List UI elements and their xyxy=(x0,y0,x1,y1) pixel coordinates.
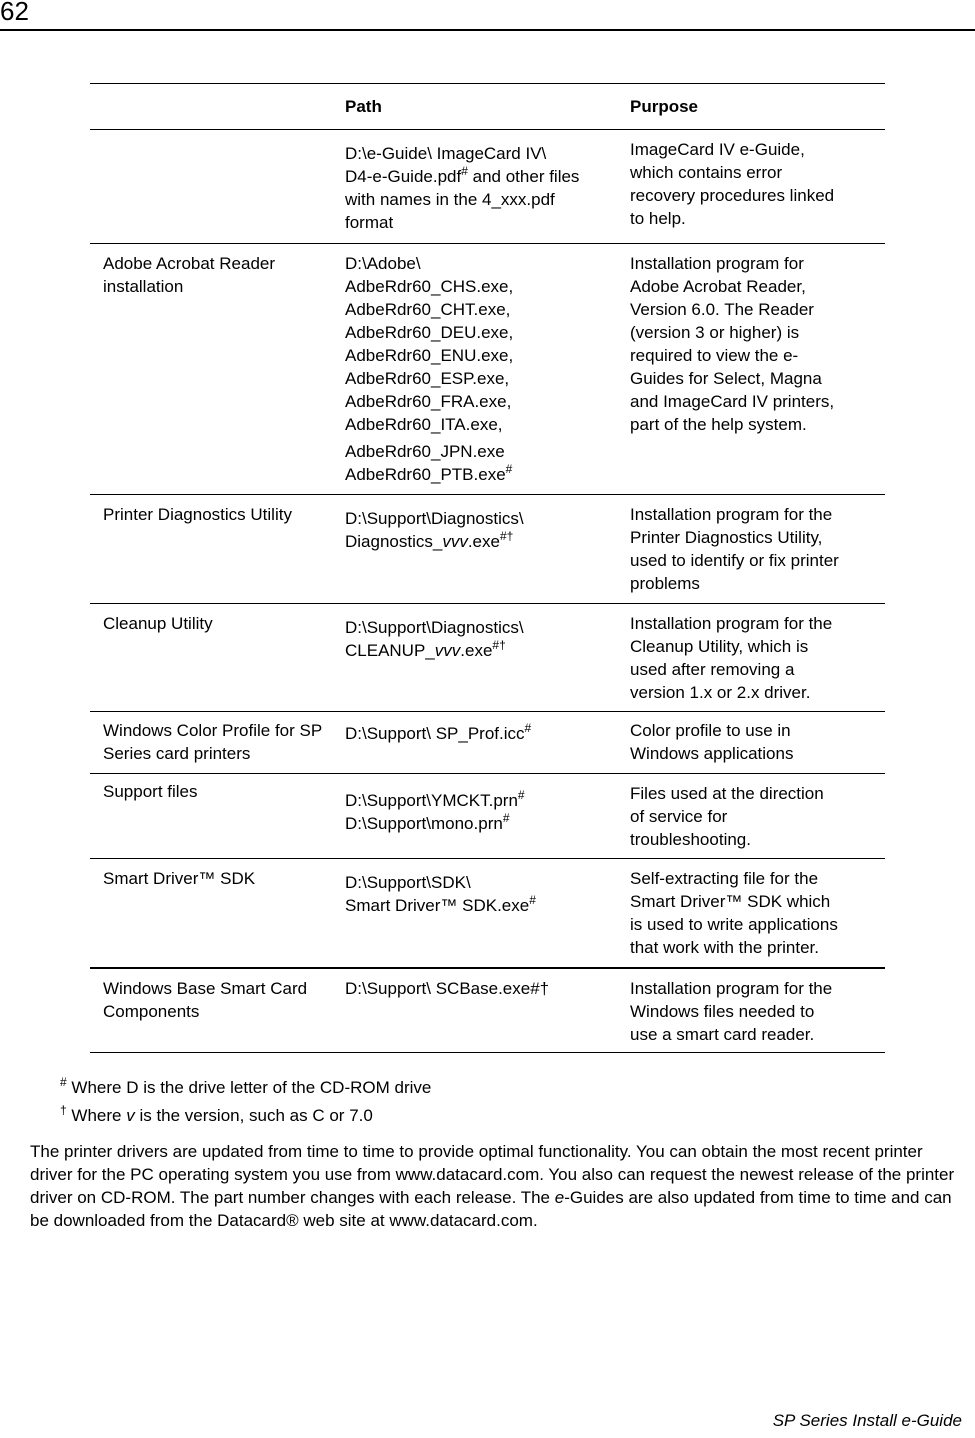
path-line xyxy=(345,894,624,917)
path-text: D:\Support\ SP_Prof.icc xyxy=(345,724,525,743)
path-text: AdbeRdr60_ESP.exe, xyxy=(345,369,510,388)
table-row xyxy=(90,712,885,774)
cell-item: Cleanup Utility xyxy=(103,614,213,633)
table-row xyxy=(90,859,885,969)
path-text: format xyxy=(345,213,394,232)
path-text: D:\Support\YMCKT.prn xyxy=(345,791,518,810)
path-line xyxy=(345,440,624,463)
footnote-marker: # xyxy=(505,462,513,476)
path-line xyxy=(345,252,624,275)
footnote-hash xyxy=(60,1077,431,1099)
purpose-line: recovery procedures linked xyxy=(630,186,835,205)
purpose-line: used after removing a xyxy=(630,660,795,679)
table-row xyxy=(90,969,885,1053)
footnote-marker: #† xyxy=(492,638,506,652)
purpose-line: Printer Diagnostics Utility, xyxy=(630,528,823,547)
path-line xyxy=(345,142,624,165)
path-line xyxy=(345,871,624,894)
cell-path xyxy=(345,252,630,494)
purpose-line: (version 3 or higher) is xyxy=(630,323,800,342)
cell-item: Adobe Acrobat Reader installation xyxy=(103,254,276,296)
footnote-marker: # xyxy=(517,788,525,802)
purpose-line: of service for xyxy=(630,807,728,826)
cell-item: Support files xyxy=(103,782,198,801)
purpose-line: version 1.x or 2.x driver. xyxy=(630,683,811,702)
cell-item: Windows Color Profile for SP Series card printers xyxy=(103,721,322,763)
purpose-line: to help. xyxy=(630,209,686,228)
purpose-line: is used to write applications xyxy=(630,915,838,934)
purpose-line: and ImageCard IV printers, xyxy=(630,392,835,411)
purpose-line: use a smart card reader. xyxy=(630,1025,815,1044)
path-line xyxy=(345,722,624,745)
cell-path xyxy=(345,138,630,243)
path-line xyxy=(345,789,624,812)
path-version-var: vvv xyxy=(434,641,461,660)
purpose-line: Guides for Select, Magna xyxy=(630,369,822,388)
path-text: AdbeRdr60_ENU.exe, xyxy=(345,346,514,365)
path-text: D:\Support\ SCBase.exe#† xyxy=(345,979,550,998)
path-line xyxy=(345,616,624,639)
cell-path xyxy=(345,785,630,858)
path-line xyxy=(345,367,624,390)
purpose-line: Windows files needed to xyxy=(630,1002,815,1021)
paragraph-italic: e xyxy=(554,1188,565,1207)
cell-purpose xyxy=(630,138,885,243)
footnote-marker: # xyxy=(461,164,468,178)
path-text-continued: and other files xyxy=(467,167,580,186)
path-line xyxy=(345,413,624,436)
purpose-line: Installation program for xyxy=(630,254,804,273)
path-text: AdbeRdr60_FRA.exe, xyxy=(345,392,512,411)
driver-update-paragraph xyxy=(30,1140,960,1232)
purpose-line: Self-extracting file for the xyxy=(630,869,819,888)
footnote-dagger-mark: † xyxy=(60,1103,67,1117)
cell-item: Printer Diagnostics Utility xyxy=(103,505,292,524)
header-item xyxy=(90,95,345,129)
path-line xyxy=(345,165,624,188)
files-table xyxy=(90,83,885,1053)
path-extension: .exe xyxy=(460,641,493,660)
table-row xyxy=(90,495,885,604)
path-text: AdbeRdr60_CHS.exe, xyxy=(345,277,514,296)
path-text: D:\e-Guide\ ImageCard IV\ xyxy=(345,144,547,163)
path-text: AdbeRdr60_ITA.exe, xyxy=(345,415,503,434)
path-line xyxy=(345,977,624,1000)
path-extension: .exe xyxy=(467,532,500,551)
purpose-line: Installation program for the xyxy=(630,979,833,998)
purpose-line: Version 6.0. The Reader xyxy=(630,300,814,319)
path-line xyxy=(345,188,624,211)
cell-purpose xyxy=(630,252,885,494)
footnote-marker: # xyxy=(502,811,510,825)
footnote-marker: # xyxy=(524,721,532,735)
header-purpose: Purpose xyxy=(630,97,699,116)
purpose-line: problems xyxy=(630,574,700,593)
cell-purpose xyxy=(630,612,885,711)
path-text: with names in the 4_xxx.pdf xyxy=(345,190,555,209)
path-text: AdbeRdr60_PTB.exe xyxy=(345,465,506,484)
path-text: D:\Support\SDK\ xyxy=(345,873,471,892)
cell-item: Smart Driver™ SDK xyxy=(103,869,256,888)
header-rule xyxy=(0,29,975,31)
path-line xyxy=(345,211,624,234)
purpose-line: Cleanup Utility, which is xyxy=(630,637,809,656)
purpose-line: Windows applications xyxy=(630,744,794,763)
path-text: D:\Support\Diagnostics\ xyxy=(345,618,524,637)
path-text: D4-e-Guide.pdf xyxy=(345,167,462,186)
paragraph-text-2: -Guides are also updated from time to time and can be downloaded from the Datacard® web site at www.datacard.com. xyxy=(30,1188,952,1230)
path-line xyxy=(345,530,624,553)
path-line xyxy=(345,275,624,298)
path-text: D:\Adobe\ xyxy=(345,254,421,273)
cell-path xyxy=(345,503,630,603)
cell-purpose xyxy=(630,977,885,1052)
purpose-line: Adobe Acrobat Reader, xyxy=(630,277,806,296)
path-line xyxy=(345,321,624,344)
path-text: CLEANUP_ xyxy=(345,641,435,660)
path-text: D:\Support\Diagnostics\ xyxy=(345,509,524,528)
cell-item: Windows Base Smart Card Components xyxy=(103,979,308,1021)
purpose-line: that work with the printer. xyxy=(630,938,819,957)
path-line xyxy=(345,507,624,530)
path-text: Smart Driver™ SDK.exe xyxy=(345,896,530,915)
table-header-row xyxy=(90,84,885,130)
path-text: AdbeRdr60_JPN.exe xyxy=(345,442,505,461)
purpose-line: ImageCard IV e-Guide, xyxy=(630,140,805,159)
purpose-line: part of the help system. xyxy=(630,415,807,434)
purpose-line: which contains error xyxy=(630,163,783,182)
footnote-marker: #† xyxy=(499,529,514,543)
table-body xyxy=(90,130,885,1053)
cell-path xyxy=(345,612,630,711)
cell-purpose xyxy=(630,719,885,773)
path-text: D:\Support\mono.prn xyxy=(345,814,503,833)
path-line xyxy=(345,390,624,413)
header-path: Path xyxy=(345,97,382,116)
purpose-line: required to view the e- xyxy=(630,346,799,365)
table-row xyxy=(90,244,885,495)
path-line xyxy=(345,463,624,486)
path-line xyxy=(345,639,624,662)
footnote-hash-mark: # xyxy=(60,1075,67,1089)
paragraph-text-1: The printer drivers are updated from time to time to provide optimal functionality. You can obtain the most recent printer driver for the PC operating system you use from www.datacard.com. You also can request the newest release of the printer driver on CD-ROM. The part number changes with each release. The xyxy=(30,1142,955,1207)
table-row xyxy=(90,774,885,859)
page-number: 62 xyxy=(0,0,29,26)
path-text: AdbeRdr60_DEU.exe, xyxy=(345,323,514,342)
footer-title: SP Series Install e-Guide xyxy=(772,1411,962,1430)
path-version-var: vvv xyxy=(442,532,468,551)
footnote-marker: # xyxy=(529,893,536,907)
footnote-hash-text: Where D is the drive letter of the CD-ROM drive xyxy=(66,1078,432,1097)
path-text: AdbeRdr60_CHT.exe, xyxy=(345,300,511,319)
cell-path xyxy=(345,977,630,1052)
cell-path xyxy=(345,722,630,773)
table-row xyxy=(90,130,885,244)
cell-purpose xyxy=(630,503,885,603)
footnote-dagger-var: v xyxy=(126,1106,135,1125)
purpose-line: Files used at the direction xyxy=(630,784,824,803)
path-line xyxy=(345,344,624,367)
purpose-line: Installation program for the xyxy=(630,505,833,524)
purpose-line: troubleshooting. xyxy=(630,830,751,849)
table-row xyxy=(90,604,885,712)
path-line xyxy=(345,298,624,321)
purpose-line: Installation program for the xyxy=(630,614,833,633)
footnote-dagger xyxy=(60,1105,373,1127)
path-line xyxy=(345,812,624,835)
purpose-line: Smart Driver™ SDK which xyxy=(630,892,831,911)
cell-item xyxy=(90,138,345,243)
purpose-line: Color profile to use in xyxy=(630,721,791,740)
cell-purpose xyxy=(630,782,885,858)
path-text: Diagnostics_ xyxy=(345,532,443,551)
cell-path xyxy=(345,867,630,967)
purpose-line: used to identify or fix printer xyxy=(630,551,839,570)
footnote-dagger-pre: Where xyxy=(66,1106,127,1125)
footnote-dagger-post: is the version, such as C or 7.0 xyxy=(134,1106,373,1125)
cell-purpose xyxy=(630,867,885,967)
